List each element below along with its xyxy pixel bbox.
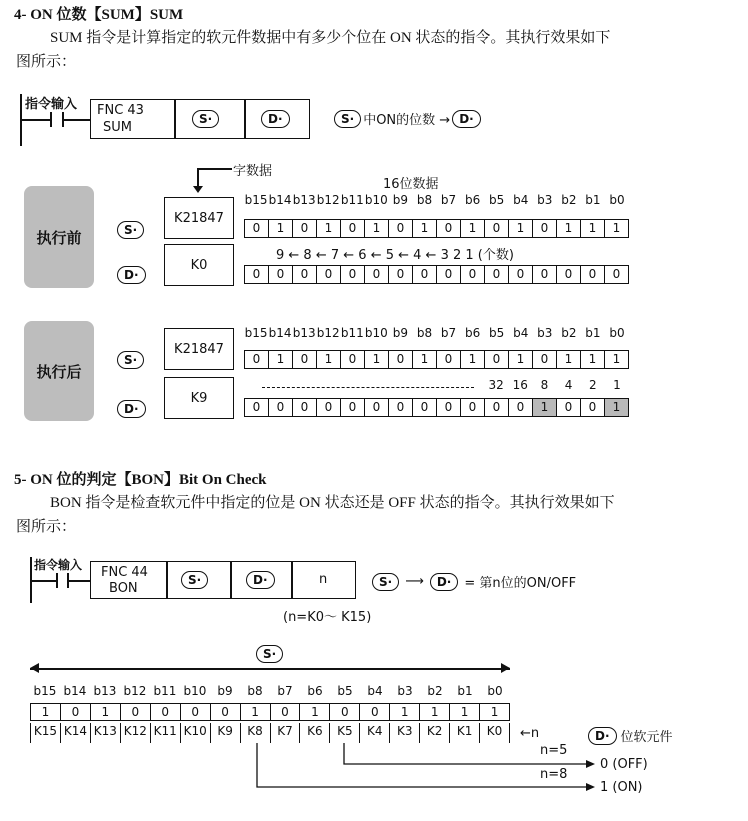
bit-cell: 0 xyxy=(437,351,461,368)
n8-arrow-line xyxy=(257,743,586,787)
bit-cell: 0 xyxy=(509,266,533,283)
bit-cell: 0 xyxy=(461,399,485,416)
bit-cell: 0 xyxy=(151,704,181,720)
bit-header: b5 xyxy=(489,193,505,207)
bit-header: b5 xyxy=(489,326,505,340)
bit-cell: 0 xyxy=(360,704,390,720)
bit-weight: 32 xyxy=(488,378,504,392)
bit-header: b9 xyxy=(392,326,409,340)
bit-cell: 0 xyxy=(121,704,151,720)
bit-cell: 0 xyxy=(61,704,91,720)
k-label: K2 xyxy=(420,723,450,743)
bit-cell: 0 xyxy=(293,399,317,416)
bit-cell: 0 xyxy=(341,351,365,368)
k-label: K9 xyxy=(211,723,241,743)
bit-header: b12 xyxy=(316,193,340,207)
bit-cell: 0 xyxy=(485,266,509,283)
bit-cell: 0 xyxy=(245,399,269,416)
bon-desc-s-oval: S· xyxy=(372,573,399,591)
bit-cell: 1 xyxy=(509,351,533,368)
before-d-value: K0 xyxy=(164,244,234,286)
sum-operand-d: D· xyxy=(261,110,290,128)
k-label: K5 xyxy=(330,723,360,743)
after-d-value: K9 xyxy=(164,377,234,419)
bit-cell: 1 xyxy=(581,351,605,368)
bit-header: b6 xyxy=(464,193,481,207)
sum-instr-input-label: 指令输入 xyxy=(25,97,78,112)
bit-cell: 1 xyxy=(461,220,485,237)
sum-para-line2: 图所示： xyxy=(16,54,77,70)
bit-cell: 1 xyxy=(413,220,437,237)
bit-weight: 2 xyxy=(588,378,597,392)
desc-d-oval: D· xyxy=(452,110,481,128)
after-s-value: K21847 xyxy=(164,328,234,370)
bit-header: b4 xyxy=(513,193,529,207)
bit-cell: 0 xyxy=(612,267,621,281)
bit-cell: 1 xyxy=(612,221,621,235)
bit-cell: 1 xyxy=(605,399,628,416)
bit-cell: 1 xyxy=(241,704,271,720)
before-label: 执行前 xyxy=(24,186,94,288)
bit-cell: 1 xyxy=(31,704,61,720)
bit-header: b9 xyxy=(392,193,409,207)
bit-weight: 16 xyxy=(512,378,528,392)
bit-cell: 1 xyxy=(557,220,581,237)
bon-n-range: (n=K0～ K15) xyxy=(283,610,372,625)
bit-header: b6 xyxy=(307,684,323,698)
bit-header: b12 xyxy=(316,326,340,340)
bit-cell: 0 xyxy=(557,399,581,416)
bit-cell: 1 xyxy=(557,351,581,368)
k-label: K3 xyxy=(390,723,420,743)
k-label: K12 xyxy=(121,723,151,743)
bit-cell: 1 xyxy=(317,220,341,237)
after-s-oval: S· xyxy=(117,351,144,369)
bit-header: b1 xyxy=(585,193,601,207)
bit-header: b1 xyxy=(585,326,601,340)
bit-header: b1 xyxy=(457,684,473,698)
n5-arrow-head-icon xyxy=(586,760,595,768)
desc-s-oval: S· xyxy=(334,110,361,128)
bon-operand-n: n xyxy=(319,572,328,587)
bit-cell: 0 xyxy=(245,220,269,237)
bit-cell: 0 xyxy=(181,704,211,720)
k-label: K13 xyxy=(91,723,121,743)
bon-operand-s: S· xyxy=(181,571,208,589)
bit-cell: 1 xyxy=(420,704,450,720)
bit-header: b15 xyxy=(244,193,268,207)
bit-cell: 0 xyxy=(293,266,317,283)
bit-header: b12 xyxy=(123,684,147,698)
bit-header: b15 xyxy=(33,684,57,698)
sum-para-line1: SUM 指令是计算指定的软元件数据中有多少个位在 ON 状态的指令。其执行效果如下 xyxy=(50,30,611,46)
k-label: K6 xyxy=(300,723,330,743)
bit-header: b7 xyxy=(440,326,457,340)
bit-header: b13 xyxy=(292,326,316,340)
bit-cell: 1 xyxy=(365,220,389,237)
bit-header: b10 xyxy=(364,193,388,207)
bit-cell: 1 xyxy=(490,705,499,719)
bit-header: b8 xyxy=(247,684,263,698)
bit-count-line: 9 ← 8 ← 7 ← 6 ← 5 ← 4 ← 3 2 1 (个数) xyxy=(276,248,514,263)
bon-desc-text: = 第n位的ON/OFF xyxy=(464,576,577,591)
k-label: K8 xyxy=(241,723,271,743)
bit-cell: 0 xyxy=(413,266,437,283)
bit-cell: 0 xyxy=(341,399,365,416)
after-label: 执行后 xyxy=(24,321,94,421)
bit-header: b6 xyxy=(464,326,481,340)
bit-cell: 1 xyxy=(269,351,293,368)
bit-cell: 1 xyxy=(581,220,605,237)
bon-para-line1: BON 指令是检查软元件中指定的位是 ON 状态还是 OFF 状态的指令。其执行效果如下 xyxy=(50,495,615,511)
bit-header: b8 xyxy=(416,193,433,207)
bit-cell: 1 xyxy=(300,704,330,720)
bit-cell: 0 xyxy=(269,399,293,416)
bit-weight: 1 xyxy=(613,378,621,392)
bon-legend-text: 位软元件 xyxy=(620,730,673,745)
k-label: K10 xyxy=(181,723,211,743)
bit-header: b4 xyxy=(367,684,383,698)
bit-cell: 1 xyxy=(365,351,389,368)
bit-cell: 0 xyxy=(437,399,461,416)
bit-cell: 0 xyxy=(581,399,605,416)
bit-cell: 0 xyxy=(245,351,269,368)
bit-header: b13 xyxy=(292,193,316,207)
sum-operand-s: S· xyxy=(192,110,219,128)
bit-header: b15 xyxy=(244,326,268,340)
bon-instr-input-label: 指令输入 xyxy=(34,558,83,572)
bit-cell: 0 xyxy=(437,220,461,237)
bit-header: b11 xyxy=(340,326,364,340)
bon-desc-d-oval: D· xyxy=(430,573,459,591)
before-s-oval: S· xyxy=(117,221,144,239)
bit16-label: 16位数据 xyxy=(383,177,439,192)
bit-header: b10 xyxy=(364,326,388,340)
bit-cell: 1 xyxy=(91,704,121,720)
bon-span-s-oval: S· xyxy=(256,645,283,663)
bit-cell: 0 xyxy=(533,220,557,237)
bit-weight: 8 xyxy=(540,378,549,392)
bit-cell: 1 xyxy=(612,352,621,366)
bit-cell: 0 xyxy=(330,704,360,720)
bit-cell: 1 xyxy=(450,704,480,720)
bon-heading: 5- ON 位的判定【BON】Bit On Check xyxy=(14,472,267,488)
bit-cell: 1 xyxy=(413,351,437,368)
bit-cell: 0 xyxy=(461,266,485,283)
bit-cell: 0 xyxy=(293,351,317,368)
bit-cell: 1 xyxy=(317,351,341,368)
bit-header: b4 xyxy=(513,326,529,340)
bit-header: b2 xyxy=(427,684,443,698)
k-label: K1 xyxy=(450,723,480,743)
bit-cell: 1 xyxy=(269,220,293,237)
bit-header: b7 xyxy=(440,193,457,207)
sum-fnc-code: FNC 43 xyxy=(97,103,144,118)
before-d-oval: D· xyxy=(117,266,146,284)
bit-cell: 1 xyxy=(509,220,533,237)
bit-header: b14 xyxy=(268,193,292,207)
bit-cell: 0 xyxy=(317,399,341,416)
bit-cell: 0 xyxy=(365,266,389,283)
bit-cell: 0 xyxy=(413,399,437,416)
bit-header: b0 xyxy=(609,193,625,207)
bit-cell: 0 xyxy=(485,220,509,237)
bit-cell: 0 xyxy=(269,266,293,283)
bit-header: b3 xyxy=(397,684,413,698)
bon-n8-label: n=8 xyxy=(540,767,568,782)
bon-n-pointer: ←n xyxy=(520,726,540,741)
bit-cell: 0 xyxy=(245,266,269,283)
after-d-oval: D· xyxy=(117,400,146,418)
bit-cell: 0 xyxy=(389,351,413,368)
bon-output-off: 0 (OFF) xyxy=(600,757,648,772)
bit-cell: 0 xyxy=(485,399,509,416)
before-s-value: K21847 xyxy=(164,197,234,239)
sum-fnc-name: SUM xyxy=(103,120,132,135)
k-label: K11 xyxy=(151,723,181,743)
bit-header: b5 xyxy=(337,684,353,698)
bit-header: b2 xyxy=(561,193,577,207)
k-label: K14 xyxy=(61,723,91,743)
n8-arrow-head-icon xyxy=(586,783,595,791)
k-label: K0 xyxy=(486,724,503,738)
bon-output-on: 1 (ON) xyxy=(600,780,643,795)
bit-header: b10 xyxy=(183,684,207,698)
n5-arrow-line xyxy=(344,743,586,764)
word-data-label: 字数据 xyxy=(233,164,273,179)
bit-cell: 0 xyxy=(509,399,533,416)
bit-cell: 0 xyxy=(389,266,413,283)
bit-header: b7 xyxy=(277,684,293,698)
desc-text: 中ON的位数 → xyxy=(363,113,451,128)
bit-cell: 1 xyxy=(533,399,557,416)
bon-fnc-code: FNC 44 xyxy=(101,565,148,580)
bit-header: b14 xyxy=(268,326,292,340)
k-label: K4 xyxy=(360,723,390,743)
bon-desc-arrow-icon: ⟶ xyxy=(405,574,424,589)
bit-cell: 0 xyxy=(485,351,509,368)
bon-n5-label: n=5 xyxy=(540,743,568,758)
bit-weight: 4 xyxy=(564,378,573,392)
bit-header: b13 xyxy=(93,684,117,698)
bit-header: b14 xyxy=(63,684,87,698)
bit-header: b11 xyxy=(153,684,177,698)
bit-header: b0 xyxy=(487,684,503,698)
bit-cell: 0 xyxy=(533,351,557,368)
bit-cell: 0 xyxy=(557,266,581,283)
bit-header: b9 xyxy=(217,684,233,698)
bit-header: b11 xyxy=(340,193,364,207)
bit-cell: 0 xyxy=(211,704,241,720)
bit-cell: 0 xyxy=(293,220,317,237)
bit-cell: 0 xyxy=(365,399,389,416)
bit-header: b3 xyxy=(537,326,553,340)
bit-cell: 0 xyxy=(389,220,413,237)
bit-cell: 0 xyxy=(271,704,301,720)
bit-cell: 1 xyxy=(461,351,485,368)
bit-cell: 0 xyxy=(437,266,461,283)
bit-cell: 0 xyxy=(341,220,365,237)
bit-header: b3 xyxy=(537,193,553,207)
bon-para-line2: 图所示： xyxy=(16,519,77,535)
bit-cell: 0 xyxy=(389,399,413,416)
bit-cell: 0 xyxy=(341,266,365,283)
bon-legend-d-oval: D· xyxy=(588,727,617,745)
bit-cell: 0 xyxy=(317,266,341,283)
k-label: K15 xyxy=(31,723,61,743)
bon-operand-d: D· xyxy=(246,571,275,589)
bit-header: b8 xyxy=(416,326,433,340)
bon-fnc-name: BON xyxy=(109,581,138,596)
bit-header: b2 xyxy=(561,326,577,340)
sum-heading: 4- ON 位数【SUM】SUM xyxy=(14,7,184,23)
bit-cell: 0 xyxy=(533,266,557,283)
bit-cell: 1 xyxy=(390,704,420,720)
bit-cell: 0 xyxy=(581,266,605,283)
k-label: K7 xyxy=(271,723,301,743)
bit-header: b0 xyxy=(609,326,625,340)
